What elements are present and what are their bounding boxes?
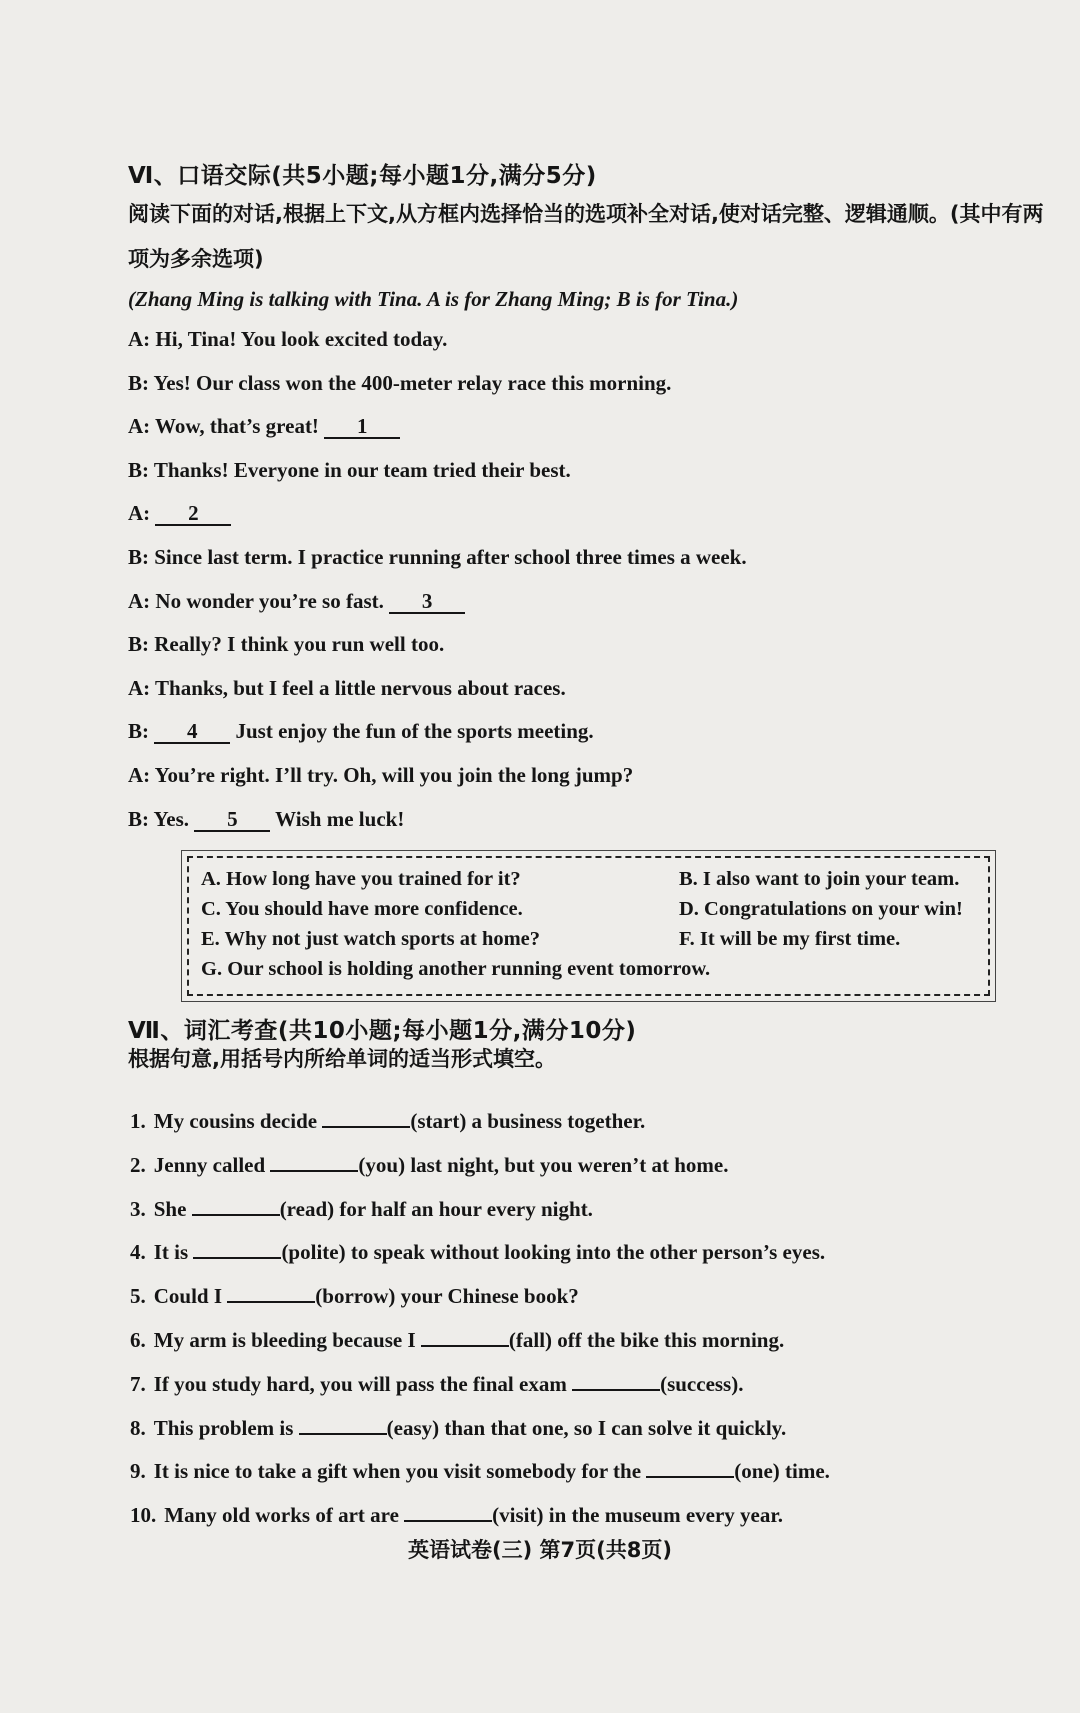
question-text: Could I	[153, 1284, 228, 1309]
question-text: My arm is bleeding because I	[153, 1328, 421, 1352]
vocab-question	[130, 1456, 830, 1484]
question-text-after: (polite) to speak without looking into the other person’s eyes.	[281, 1240, 826, 1265]
question-number: 1.	[130, 1109, 146, 1133]
page-footer: 英语试卷(三) 第7页(共8页)	[408, 1538, 672, 1562]
question-text-after: (easy) than that one, so I can solve it quickly.	[386, 1415, 787, 1440]
question-text-after: (you) last night, but you weren’t at home.	[358, 1152, 729, 1177]
fill-in-blank[interactable]	[270, 1150, 358, 1172]
question-number: 6.	[130, 1328, 146, 1352]
vocab-question	[130, 1369, 743, 1397]
dialogue-line	[128, 501, 231, 526]
answer-blank[interactable]: 5	[194, 808, 270, 832]
dialogue-line	[128, 327, 447, 352]
question-text: This problem is	[153, 1415, 299, 1440]
question-number: 10.	[130, 1503, 157, 1528]
question-text-after: (read) for half an hour every night.	[279, 1196, 593, 1221]
option-d: D. Congratulations on your win!	[679, 898, 963, 920]
dialogue-text: B: Really? I think you run well too.	[128, 632, 445, 657]
question-text-after: (success).	[660, 1371, 744, 1396]
question-number: 7.	[130, 1371, 146, 1396]
option-e: E. Why not just watch sports at home?	[201, 928, 541, 950]
dialogue-text: A: You’re right. I’ll try. Oh, will you join the long jump?	[128, 763, 634, 787]
question-number: 4.	[130, 1240, 146, 1265]
dialogue-line	[128, 589, 465, 614]
vocab-question	[130, 1325, 784, 1353]
question-number: 2.	[130, 1152, 146, 1177]
fill-in-blank[interactable]	[227, 1281, 315, 1303]
question-text: Many old works of art are	[164, 1503, 405, 1528]
dialogue-line	[128, 632, 444, 657]
dialogue-line	[128, 807, 404, 832]
dialogue-text-after: Wish me luck!	[270, 806, 405, 831]
option-f: F. It will be my first time.	[679, 928, 901, 950]
question-text: She	[153, 1196, 192, 1221]
question-text-after: (borrow) your Chinese book?	[315, 1284, 579, 1309]
dialogue-line	[128, 545, 747, 570]
dialogue-text: B: Yes.	[128, 806, 195, 831]
option-a: A. How long have you trained for it?	[201, 868, 521, 890]
fill-in-blank[interactable]	[193, 1237, 281, 1259]
dialogue-line	[128, 414, 400, 439]
fill-in-blank[interactable]	[572, 1369, 660, 1391]
dialogue-text-after: Just enjoy the fun of the sports meeting.	[230, 719, 594, 744]
answer-blank[interactable]: 4	[154, 720, 230, 744]
dialogue-text: A: Wow, that’s great!	[128, 414, 325, 439]
answer-blank[interactable]: 1	[324, 415, 400, 439]
option-c: C. You should have more confidence.	[201, 898, 523, 920]
question-text-after: (one) time.	[734, 1459, 830, 1484]
question-text: If you study hard, you will pass the final exam	[153, 1371, 573, 1396]
question-number: 8.	[130, 1415, 146, 1440]
dialogue-text: B:	[128, 719, 155, 744]
dialogue-line	[128, 676, 566, 701]
vocab-question	[130, 1150, 728, 1178]
option-g: G. Our school is holding another running event tomorrow.	[201, 958, 711, 980]
vocab-question	[130, 1106, 645, 1134]
vocab-question	[130, 1500, 783, 1528]
option-b: B. I also want to join your team.	[679, 868, 960, 890]
answer-blank[interactable]: 2	[155, 502, 231, 526]
dialogue-text: A: Hi, Tina! You look excited today.	[128, 327, 448, 351]
question-text-after: (visit) in the museum every year.	[492, 1503, 784, 1528]
dialogue-text: B: Since last term. I practice running after school three times a week.	[128, 545, 747, 569]
question-text: It is	[153, 1240, 194, 1265]
vocab-question	[130, 1413, 786, 1441]
fill-in-blank[interactable]	[404, 1500, 492, 1522]
vocab-question	[130, 1237, 825, 1265]
dialogue-text: A: Thanks, but I feel a little nervous about races.	[128, 675, 566, 700]
question-number: 9.	[130, 1459, 146, 1484]
question-text: Jenny called	[153, 1152, 271, 1177]
question-number: 5.	[130, 1284, 146, 1309]
fill-in-blank[interactable]	[322, 1106, 410, 1128]
dialogue-line	[128, 719, 594, 744]
vocab-question	[130, 1194, 593, 1222]
fill-in-blank[interactable]	[192, 1194, 280, 1216]
answer-blank[interactable]: 3	[389, 590, 465, 614]
question-text-after: (start) a business together.	[410, 1109, 646, 1133]
dialogue-text: B: Thanks! Everyone in our team tried their best.	[128, 457, 571, 482]
section6-instruction: 阅读下面的对话,根据上下文,从方框内选择恰当的选项补全对话,使对话完整、逻辑通顺。(其中有两项为多余选项)	[128, 202, 1044, 271]
dialogue-text: A: No wonder you’re so fast.	[128, 588, 390, 613]
section7-instruction: 根据句意,用括号内所给单词的适当形式填空。	[128, 1047, 556, 1071]
question-text: It is nice to take a gift when you visit somebody for the	[153, 1459, 647, 1484]
dialogue-line	[128, 458, 571, 483]
dialogue-text: A:	[128, 501, 156, 526]
fill-in-blank[interactable]	[421, 1325, 509, 1347]
dialogue-text: B: Yes! Our class won the 400-meter relay race this morning.	[128, 370, 672, 395]
question-text-after: (fall) off the bike this morning.	[508, 1328, 785, 1352]
fill-in-blank[interactable]	[646, 1456, 734, 1478]
section7-title: Ⅶ、词汇考查(共10小题;每小题1分,满分10分)	[128, 1018, 637, 1044]
dialogue-line	[128, 371, 671, 396]
fill-in-blank[interactable]	[299, 1413, 387, 1435]
question-number: 3.	[130, 1196, 146, 1221]
section6-title: Ⅵ、口语交际(共5小题;每小题1分,满分5分)	[128, 163, 597, 189]
dialogue-line	[128, 763, 633, 788]
vocab-question	[130, 1281, 579, 1309]
question-text: My cousins decide	[153, 1109, 323, 1133]
dialogue-context: (Zhang Ming is talking with Tina. A is for Zhang Ming; B is for Tina.)	[128, 287, 739, 311]
options-box	[187, 856, 990, 996]
